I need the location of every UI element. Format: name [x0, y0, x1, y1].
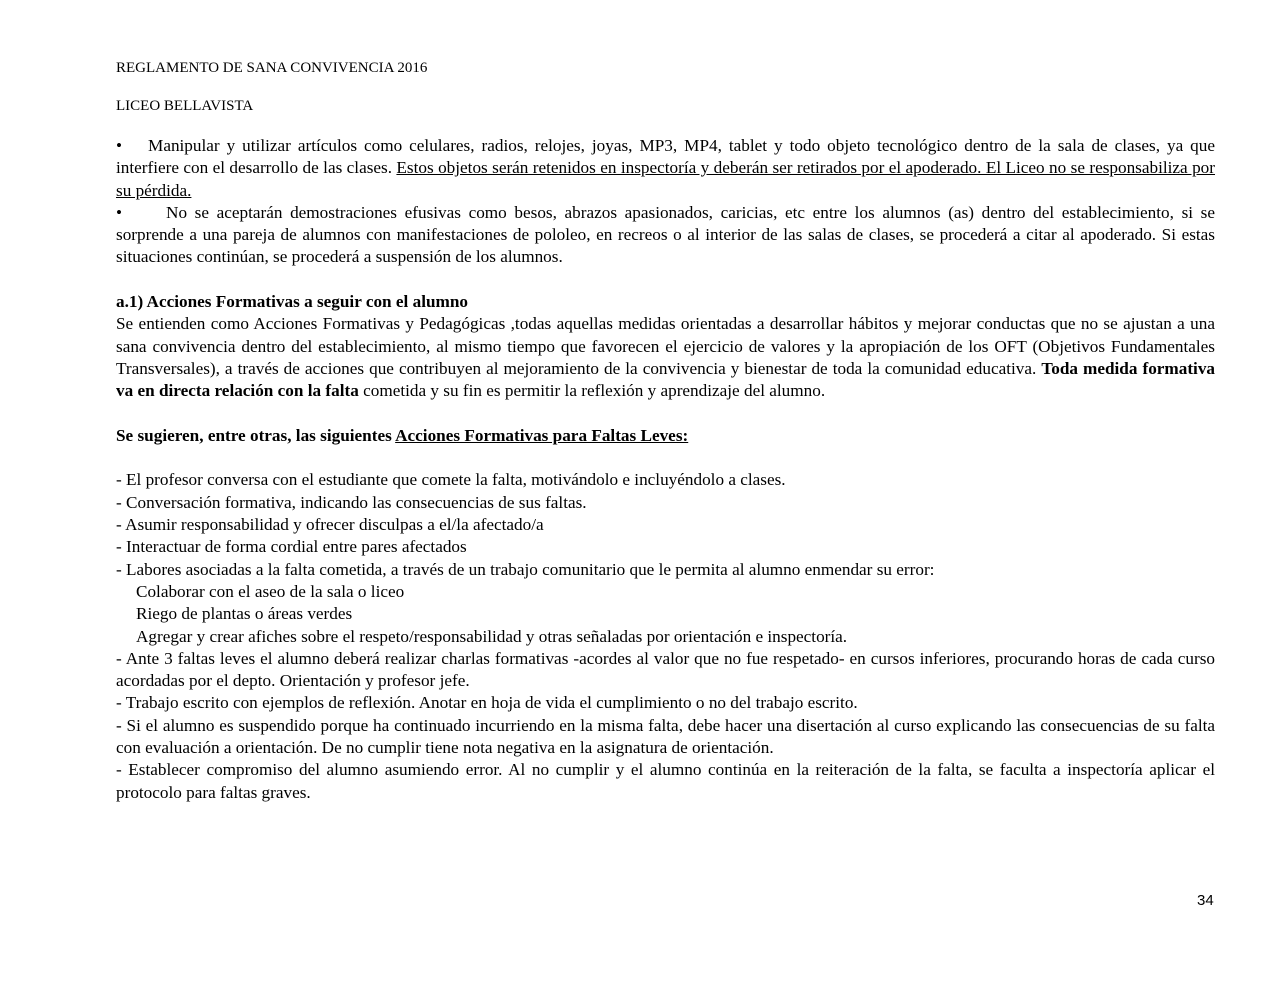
bullet-marker: •	[116, 136, 123, 155]
section-paragraph: Se entienden como Acciones Formativas y Pedagógicas ,todas aquellas medidas orientadas a desarrollar hábitos y mejorar conductas que no se ajustan a una sana convivencia dentro del establecimiento, al mismo tiempo que favorecen el ejercicio de valores y la apropiación de los OFT (Objetivos Fundamentales Transversales), a través de acciones que contribuyen al mejoramiento de la convivencia y bienestar de toda la comunidad educativa. Toda medida formativa va en directa relación con la falta cometida y su fin es permitir la reflexión y aprendizaje del alumno.	[116, 314, 1216, 401]
bullet-item	[116, 135, 1215, 202]
emphasis-text: Toda medida formativa va en directa relación con la falta	[116, 358, 1216, 401]
bullet-text: Manipular y utilizar artículos como celulares, radios, relojes, joyas, MP3, MP4, tablet y todo objeto tecnológico dentro de la sala de clases, ya que interfiere con el desarrollo de las clases.	[116, 136, 1215, 178]
list-item: - Labores asociadas a la falta cometida, a través de un trabajo comunitario que le permita al alumno enmendar su error:	[116, 559, 935, 579]
list-item: - Asumir responsabilidad y ofrecer disculpas a el/la afectado/a	[116, 515, 544, 535]
bullet-text: No se aceptarán demostraciones efusivas como besos, abrazos apasionados, caricias, etc entre los alumnos (as) dentro del establecimiento, si se sorprende a una pareja de alumnos con manifestaciones de pololeo, en recreos o al interior de las salas de clases, se procederá a citar al apoderado. Si estas situaciones continúan, se procederá a suspensión de los alumnos.	[116, 202, 1215, 267]
bullet-item	[116, 202, 1215, 269]
bullet-marker: •	[116, 202, 123, 222]
page-number: 34	[1197, 892, 1214, 909]
bullet-underlined-text: Estos objetos serán retenidos en inspectoría y deberán ser retirados por el apoderado. El Liceo no se responsabiliza por su pérdida.	[116, 158, 1215, 200]
document-page	[116, 0, 1215, 990]
list-item: - Interactuar de forma cordial entre pares afectados	[116, 537, 467, 557]
suggestions-heading-underlined: Acciones Formativas para Faltas Leves:	[395, 425, 689, 445]
list-item: - El profesor conversa con el estudiante que comete la falta, motivándolo e incluyéndolo a clases.	[116, 470, 786, 490]
suggestions-heading: Se sugieren, entre otras, las siguientes Acciones Formativas para Faltas Leves:	[116, 425, 689, 445]
list-item: - Trabajo escrito con ejemplos de reflexión. Anotar en hoja de vida el cumplimiento o no del trabajo escrito.	[116, 693, 858, 713]
list-item: - Ante 3 faltas leves el alumno deberá realizar charlas formativas -acordes al valor que no fue respetado- en cursos inferiores, procurando horas de cada curso acordadas por el depto. Orientación y profesor jefe.	[116, 648, 1215, 691]
section-heading: a.1) Acciones Formativas a seguir con el alumno	[116, 292, 468, 312]
list-item: - Conversación formativa, indicando las consecuencias de sus faltas.	[116, 492, 587, 512]
list-item: - Si el alumno es suspendido porque ha continuado incurriendo en la misma falta, debe hacer una disertación al curso explicando las consecuencias de su falta con evaluación a orientación. De no cumplir tiene nota negativa en la asignatura de orientación.	[116, 715, 1215, 758]
sub-list-item: Colaborar con el aseo de la sala o liceo	[136, 581, 405, 601]
school-name: LICEO BELLAVISTA	[116, 98, 254, 114]
sub-list-item: Riego de plantas o áreas verdes	[136, 604, 353, 624]
document-body	[116, 135, 1215, 804]
sub-list-item: Agregar y crear afiches sobre el respeto/responsabilidad y otras señaladas por orientación e inspectoría.	[136, 626, 848, 646]
list-item: - Establecer compromiso del alumno asumiendo error. Al no cumplir y el alumno continúa en la reiteración de la falta, se faculta a inspectoría aplicar el protocolo para faltas graves.	[116, 760, 1215, 802]
document-title: REGLAMENTO DE SANA CONVIVENCIA 2016	[116, 60, 428, 76]
